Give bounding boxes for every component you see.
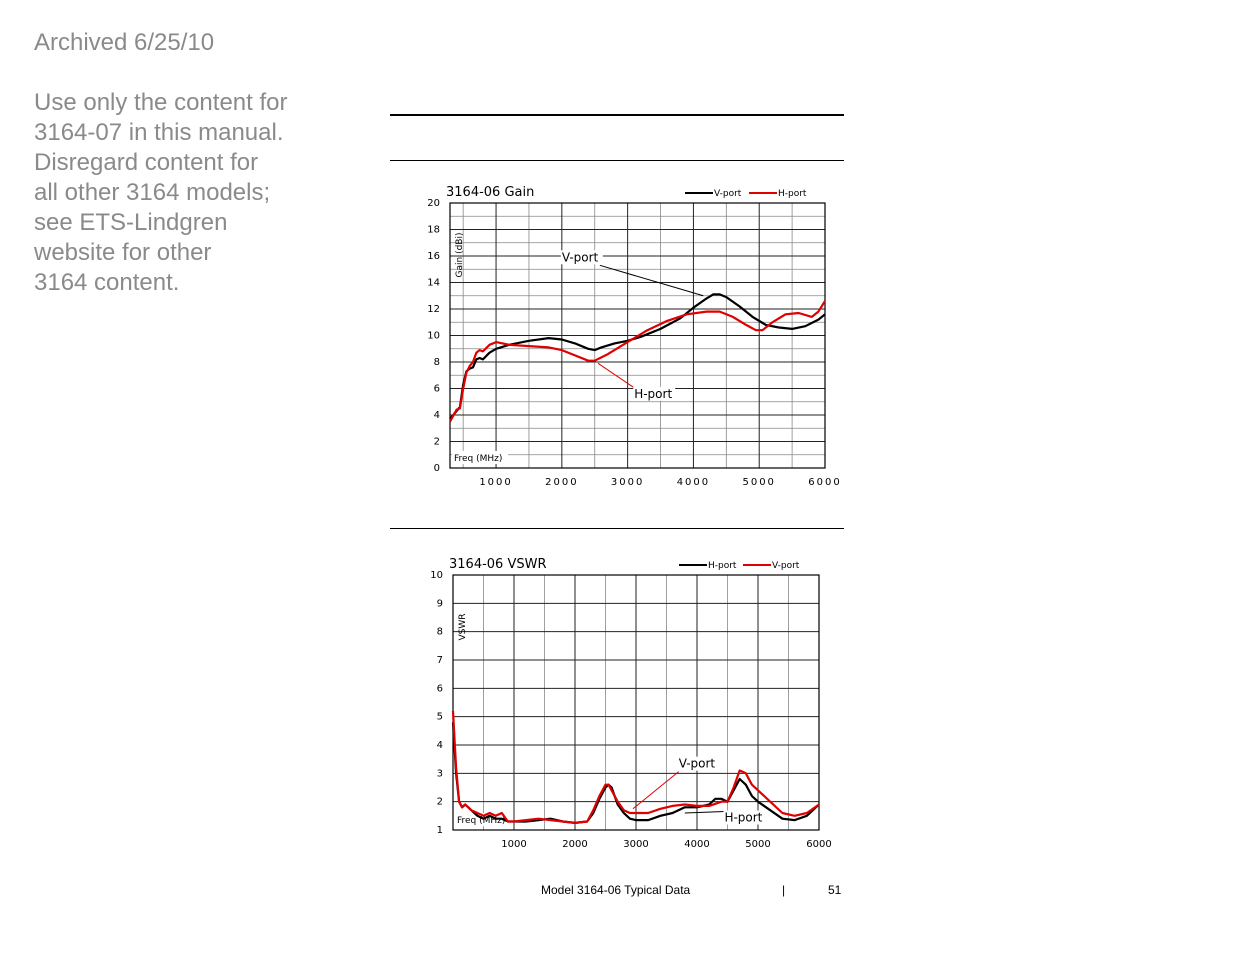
annotation-label: V-port xyxy=(561,250,599,265)
x-axis-label: Freq (MHz) xyxy=(454,454,503,464)
archived-date: Archived 6/25/10 xyxy=(34,29,215,56)
x-tick-label: 1000 xyxy=(501,839,527,850)
y-tick-label: 6 xyxy=(433,383,440,395)
x-tick-label: 5000 xyxy=(745,839,771,850)
x-tick-label: 5000 xyxy=(742,477,776,488)
annotation-label: H-port xyxy=(724,810,763,825)
x-axis-label: Freq (MHz) xyxy=(457,816,506,826)
y-tick-label: 4 xyxy=(436,740,443,751)
annotation-label: H-port xyxy=(634,386,673,401)
x-tick-label: 6000 xyxy=(808,477,842,488)
y-tick-label: 10 xyxy=(427,330,440,342)
notice-line: website for other xyxy=(34,239,212,266)
y-tick-label: 2 xyxy=(436,796,443,808)
y-tick-label: 0 xyxy=(433,463,440,474)
x-tick-label: 1000 xyxy=(479,477,513,488)
y-axis-label: Gain (dBi) xyxy=(455,232,465,278)
footer-title: Model 3164-06 Typical Data xyxy=(541,883,691,897)
x-tick-label: 3000 xyxy=(623,839,649,850)
x-tick-label: 4000 xyxy=(684,839,710,850)
y-tick-label: 16 xyxy=(427,251,440,262)
notice-line: 3164-07 in this manual. xyxy=(34,119,284,146)
y-tick-label: 6 xyxy=(436,683,443,695)
y-tick-label: 3 xyxy=(436,768,443,780)
y-tick-label: 10 xyxy=(430,570,443,581)
y-tick-label: 4 xyxy=(433,410,440,421)
x-tick-label: 4000 xyxy=(676,477,711,488)
legend-label: V-port xyxy=(714,189,742,199)
y-tick-label: 14 xyxy=(427,277,440,289)
notice-line: all other 3164 models; xyxy=(34,179,271,206)
legend-label: H-port xyxy=(778,189,807,199)
chart-title: 3164-06 Gain xyxy=(446,185,535,200)
x-tick-label: 6000 xyxy=(806,839,832,850)
legend-label: V-port xyxy=(772,561,800,571)
y-tick-label: 20 xyxy=(427,198,440,209)
x-tick-label: 2000 xyxy=(545,477,579,488)
notice-line: 3164 content. xyxy=(34,269,180,296)
annotation-label: V-port xyxy=(678,756,716,771)
annotation-leader xyxy=(685,812,725,814)
legend-label: H-port xyxy=(708,561,737,571)
y-tick-label: 7 xyxy=(436,655,443,666)
y-tick-label: 2 xyxy=(433,436,440,448)
x-tick-label: 2000 xyxy=(562,839,588,850)
y-tick-label: 8 xyxy=(433,357,440,368)
page-number: 51 xyxy=(828,883,842,897)
annotation-leader xyxy=(633,772,679,809)
y-axis-label: VSWR xyxy=(458,613,468,641)
notice-line: Use only the content for xyxy=(34,89,288,116)
notice-line: Disregard content for xyxy=(34,149,259,176)
y-tick-label: 1 xyxy=(436,825,443,836)
notice-line: see ETS-Lindgren xyxy=(34,209,228,236)
x-tick-label: 3000 xyxy=(610,477,645,488)
y-tick-label: 18 xyxy=(427,224,440,236)
y-tick-label: 5 xyxy=(436,711,443,723)
y-tick-label: 9 xyxy=(436,598,443,610)
y-tick-label: 12 xyxy=(427,304,440,315)
chart-title: 3164-06 VSWR xyxy=(449,557,547,572)
y-tick-label: 8 xyxy=(436,626,443,638)
footer-separator: | xyxy=(782,883,786,897)
